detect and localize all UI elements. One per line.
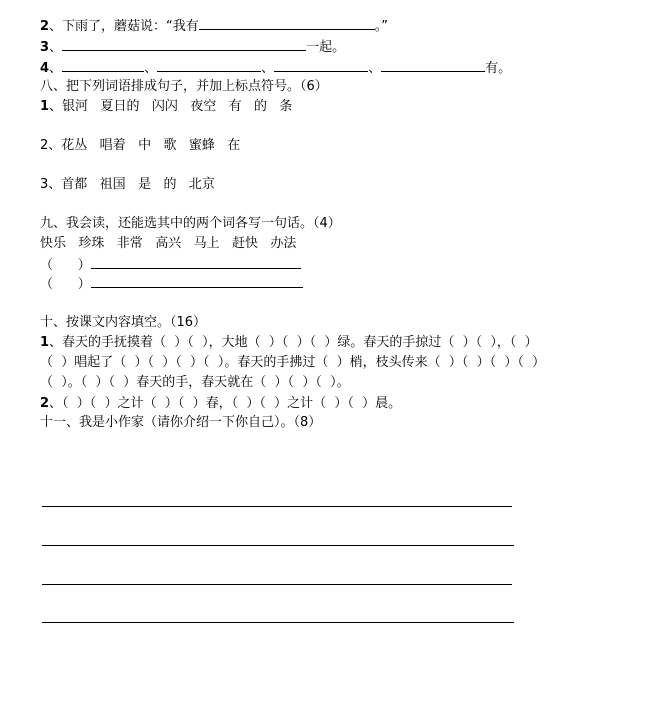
item-text: 、首都 祖国 是 的 北京 (48, 177, 215, 192)
q10-line-2: （ ）唱起了（ ）（ ）（ ）（ ）。春天的手拂过（ ）梢，枝头传来（ ）（ ）（ ）（ ） (40, 355, 546, 370)
word-paren: （ ） (40, 277, 91, 292)
q8-item-1 (40, 98, 292, 116)
q8-item-3 (40, 176, 215, 194)
item-text-end: 有。 (485, 61, 512, 76)
answer-blank[interactable] (274, 58, 368, 72)
sentence-blank[interactable] (91, 274, 303, 288)
q10-line-1 (40, 334, 538, 352)
answer-blank[interactable] (157, 58, 261, 72)
q10-title: 十、按课文内容填空。（16） (40, 315, 207, 330)
sentence-blank[interactable] (91, 255, 301, 269)
item-number: 1 (40, 335, 50, 350)
item-text: 、银河 夏日的 闪闪 夜空 有 的 条 (49, 99, 293, 114)
writing-line-4[interactable] (42, 622, 514, 623)
q7-item-3 (40, 37, 345, 57)
separator: 、 (49, 61, 63, 76)
item-number: 1 (40, 99, 50, 114)
answer-blank[interactable] (62, 37, 306, 51)
item-text: 、（ ）（ ）之计（ ）（ ）春，（ ）（ ）之计（ ）（ ）晨。 (49, 396, 402, 411)
answer-blank[interactable] (62, 58, 144, 72)
answer-blank[interactable] (381, 58, 485, 72)
item-text: 、 (49, 40, 63, 55)
q8-item-2 (40, 137, 240, 155)
q8-title: 八、把下列词语排成句子，并加上标点符号。（6） (40, 79, 328, 94)
answer-blank[interactable] (199, 16, 375, 30)
item-text: 、下雨了，蘑菇说：“我有 (49, 19, 199, 34)
q11-title: 十一、我是小作家（请你介绍一下你自己）。（8） (40, 415, 322, 430)
item-text-end: 。” (374, 19, 389, 34)
item-number: 2 (40, 396, 50, 411)
q9-line-2 (40, 274, 303, 294)
q9-line-1 (40, 255, 301, 275)
item-text: 、花丛 唱着 中 歌 蜜蜂 在 (48, 138, 241, 153)
item-number: 2 (40, 19, 50, 34)
separator: 、 (368, 61, 382, 76)
q9-words: 快乐 珍珠 非常 高兴 马上 赶快 办法 (40, 236, 297, 251)
q10-line-4 (40, 395, 401, 413)
q10-line-3: （ ）。（ ）（ ）春天的手，春天就在（ ）（ ）（ ）。 (40, 375, 350, 390)
q7-item-2 (40, 16, 388, 36)
separator: 、 (261, 61, 275, 76)
writing-line-3[interactable] (42, 584, 512, 585)
item-number: 4 (40, 61, 50, 76)
q9-title: 九、我会读，还能选其中的两个词各写一句话。（4） (40, 216, 341, 231)
item-number: 2 (40, 138, 49, 153)
item-number: 3 (40, 177, 49, 192)
item-text: 、春天的手抚摸着（ ）（ ），大地（ ）（ ）（ ）绿。春天的手掠过（ ）（ ），（ ） (49, 335, 538, 350)
separator: 、 (144, 61, 158, 76)
writing-line-2[interactable] (42, 545, 514, 546)
q7-item-4 (40, 58, 511, 78)
writing-line-1[interactable] (42, 506, 512, 507)
item-number: 3 (40, 40, 50, 55)
item-text-end: 一起。 (306, 40, 346, 55)
word-paren: （ ） (40, 258, 91, 273)
